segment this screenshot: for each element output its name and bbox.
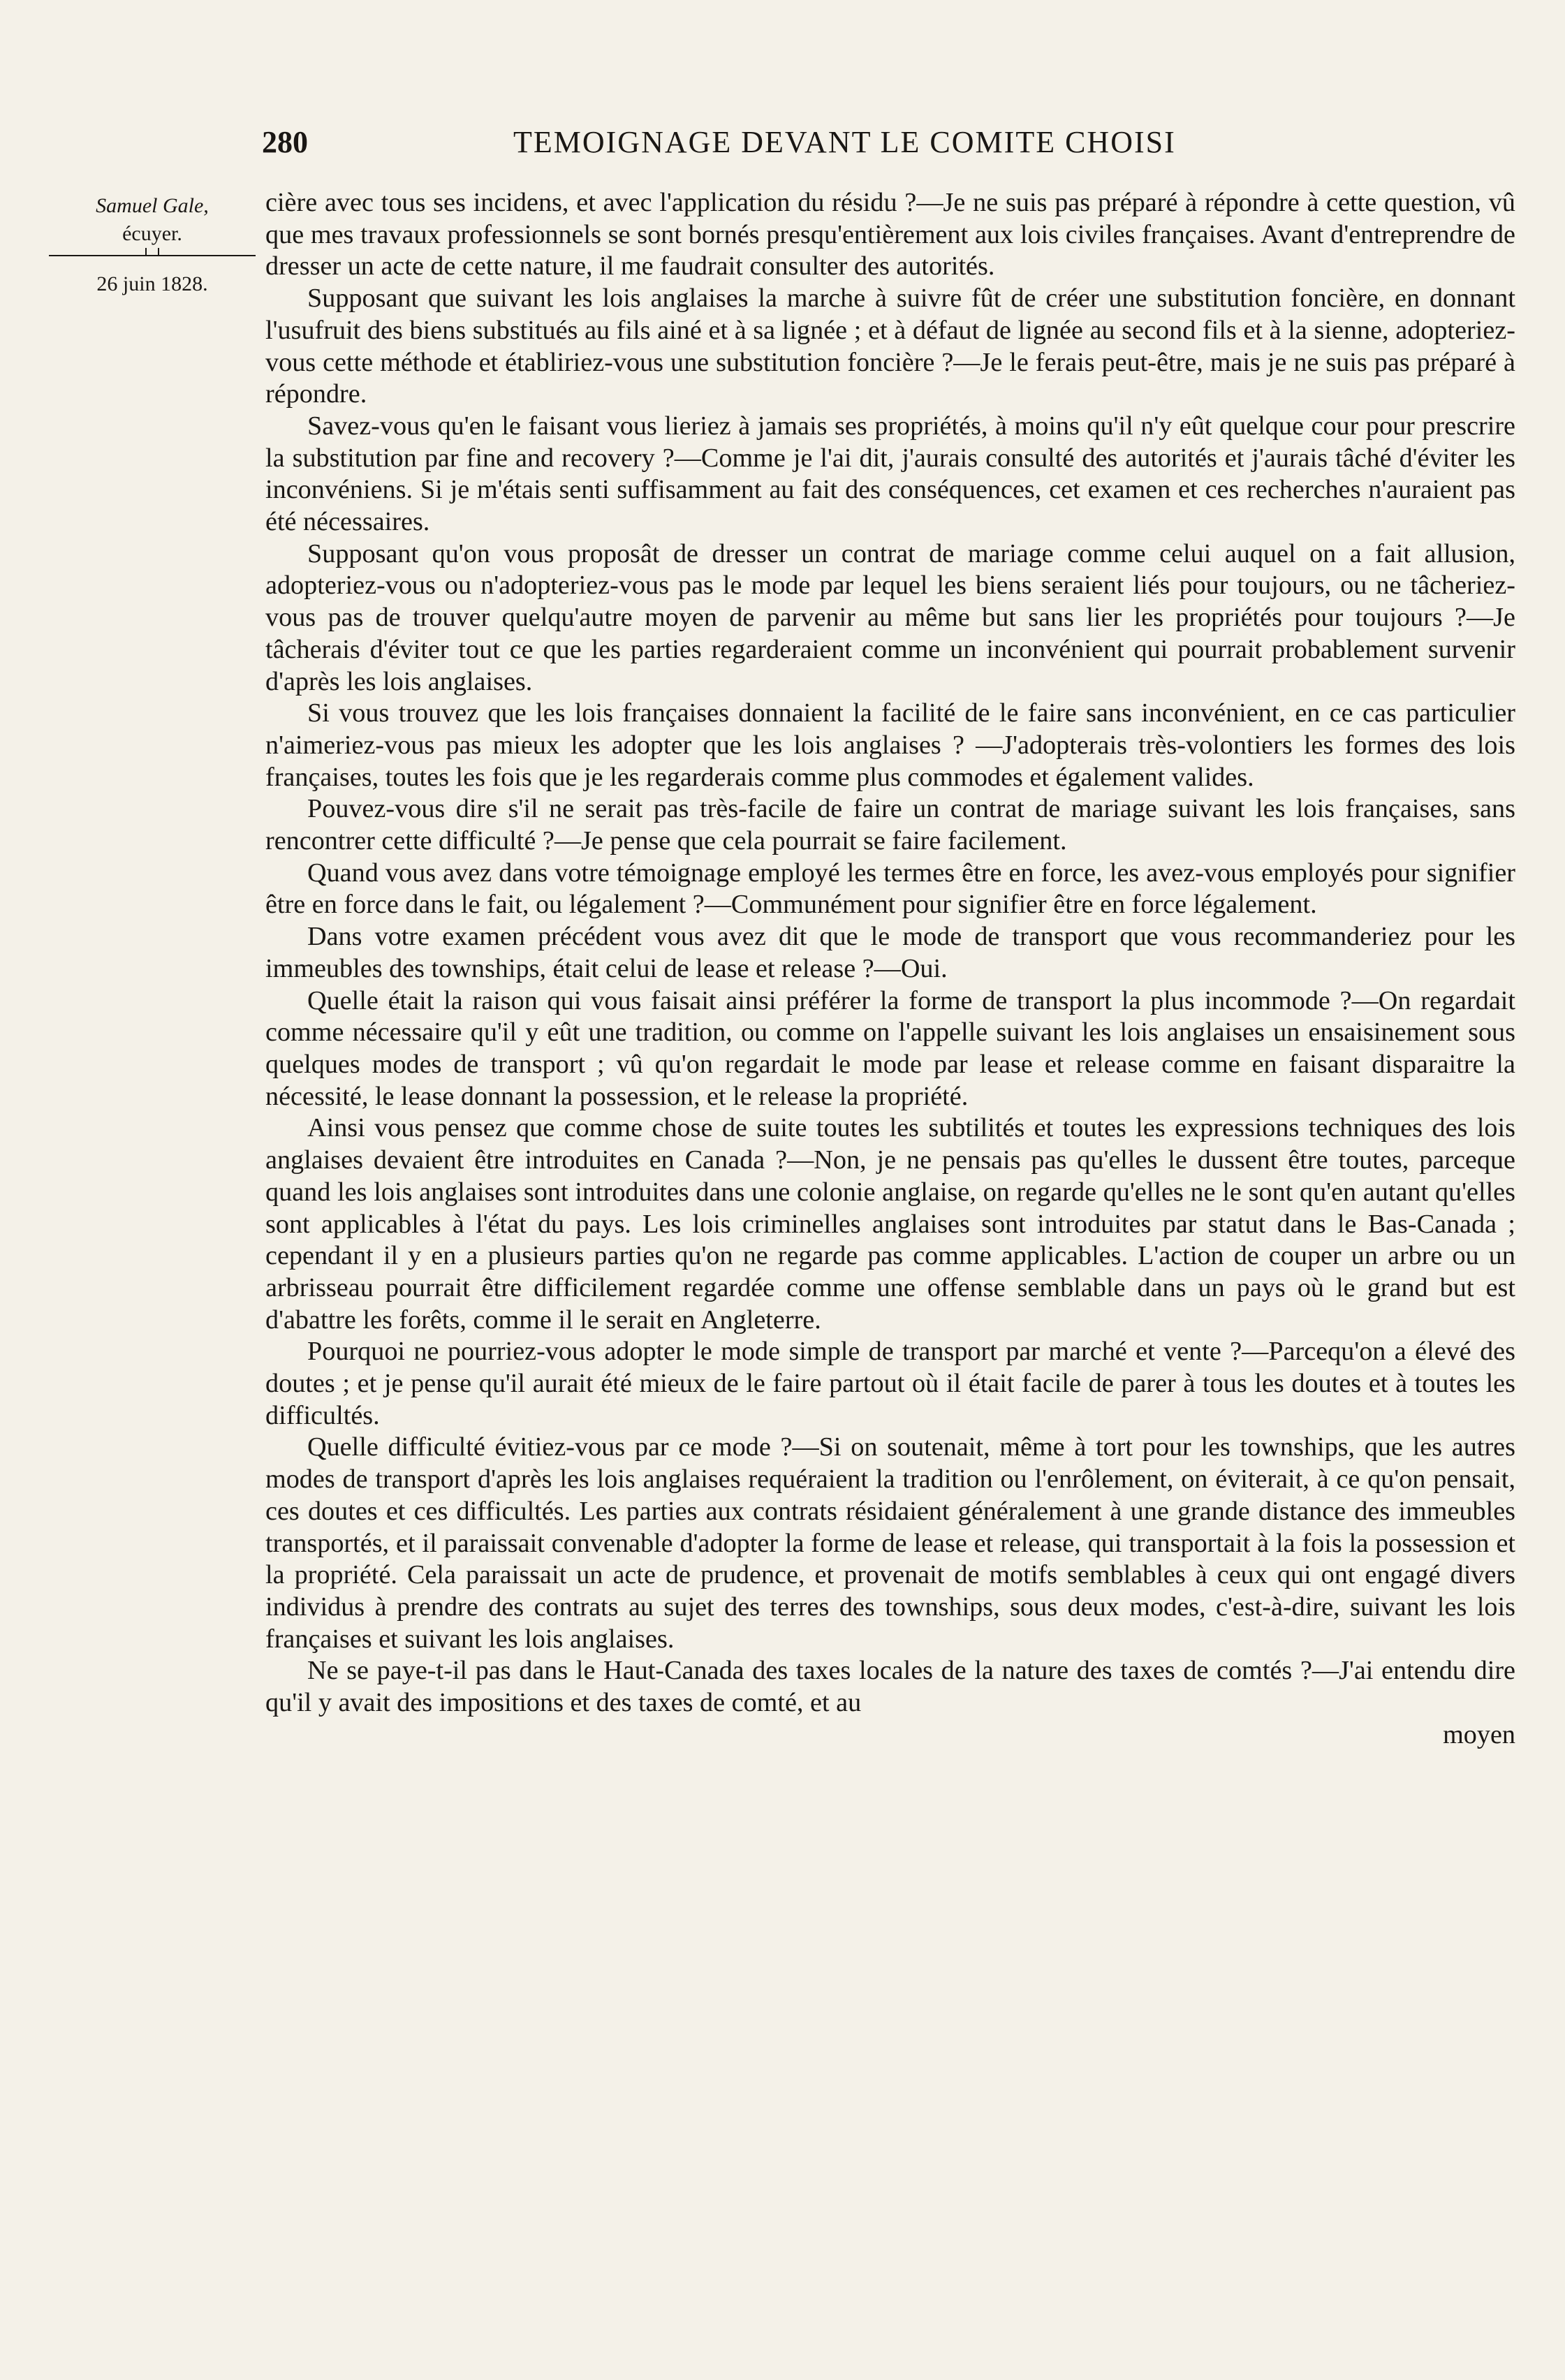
paragraph: Pouvez-vous dire s'il ne serait pas très-facile de faire un contrat de mariage suivant les lois françaises, sans rencontrer cette difficulté ?—Je pense que cela pourrait se faire facilement. [265, 794, 1515, 856]
paragraph: Quelle était la raison qui vous faisait ainsi préférer la forme de transport la plus incommode ?—On regardait comme nécessaire qu'il y eût une tradition, ou comme on l'appelle suivant les lois anglaises un ensaisinement sous quelques modes de transport ; vû qu'on regardait le mode par lease et release comme en faisant disparaitre la nécessité, le lease donnant la possession, et le release la propriété. [265, 985, 1515, 1111]
paragraph: Pourquoi ne pourriez-vous adopter le mode simple de transport par marché et vente ?—Parcequ'on a élevé des doutes ; et je pense qu'il aurait été mieux de le faire partout où il était facile de parer à tous les doutes et à toutes les difficultés. [265, 1337, 1515, 1430]
running-title: TEMOIGNAGE DEVANT LE COMITE CHOISI [513, 125, 1176, 159]
paragraph: Quelle difficulté évitiez-vous par ce mode ?—Si on soutenait, même à tort pour les townships, que les autres modes de transport d'après les lois anglaises requéraient la tradition ou l'enrôlement, on éviterait, à ce qu'on pensait, ces doutes et ces difficultés. Les parties aux contrats résidaient généralement à une grande distance des immeubles transportés, et il paraissait convenable d'adopter la forme de lease et release, qui transportait à la fois la possession et la propriété. Cela paraissait un acte de prudence, et provenait de motifs semblables à ceux qui ont engagé divers individus à prendre des contrats au sujet des terres des townships, sous deux modes, c'est-à-dire, suivant les lois françaises et suivant les lois anglaises. [265, 1432, 1515, 1654]
paragraph: Ne se paye-t-il pas dans le Haut-Canada des taxes locales de la nature des taxes de comtés ?—J'ai entendu dire qu'il y avait des impositions et des taxes de comté, et au [265, 1656, 1515, 1718]
witness-rank: écuyer. [122, 222, 182, 245]
page-number: 280 [262, 125, 308, 159]
brace-divider [49, 255, 256, 265]
margin-note [41, 192, 264, 298]
paragraph: Supposant qu'on vous proposât de dresser un contrat de mariage comme celui auquel on a fait allusion, adopteriez-vous ou n'adopteriez-vous pas le mode par lequel les biens seraient liés pour toujours, ou ne tâcheriez-vous pas de trouver quelqu'autre moyen de parvenir au même but sans lier les propriétés pour toujours ?—Je tâcherais d'éviter tout ce que les parties regarderaient comme un inconvénient qui pourrait probablement survenir d'après les lois anglaises. [265, 538, 1515, 696]
testimony-date: 26 juin 1828. [96, 272, 208, 295]
paragraph: Dans votre examen précédent vous avez dit que le mode de transport que vous recommanderiez pour les immeubles des townships, était celui de lease et release ?—Oui. [265, 922, 1515, 983]
paragraph: Savez-vous qu'en le faisant vous lieriez à jamais ses propriétés, à moins qu'il n'y eût quelque cour pour prescrire la substitution par fine and recovery ?—Comme je l'ai dit, j'aurais consulté des autorités et j'aurais tâché d'éviter les inconvéniens. Si je m'étais senti suffisamment au fait des conséquences, cet examen et ces recherches n'auraient pas été nécessaires. [265, 411, 1515, 537]
catchword: moyen [1443, 1719, 1515, 1749]
paragraph: Ainsi vous pensez que comme chose de suite toutes les subtilités et toutes les expressions techniques des lois anglaises devaient être introduites en Canada ?—Non, je ne pensais pas qu'elles le dussent être toutes, parceque quand les lois anglaises sont introduites dans une colonie anglaise, on regarde qu'elles ne le sont qu'en autant qu'elles sont applicables à l'état du pays. Les lois criminelles anglaises sont introduites par statut dans le Bas-Canada ; cependant il y en a plusieurs parties qu'on ne regarde pas comme applicables. L'action de couper un arbre ou un arbrisseau pourrait être difficilement regardée comme une offense semblable dans un pays où le grand but est d'abattre les forêts, comme il le serait en Angleterre. [265, 1113, 1515, 1335]
paragraph: Supposant que suivant les lois anglaises la marche à suivre fût de créer une substitution foncière, en donnant l'usufruit des biens substitués au fils ainé et à sa lignée ; et à défaut de lignée au second fils et à la sienne, adopteriez-vous cette méthode et établiriez-vous une substitution foncière ?—Je le ferais peut-être, mais je ne suis pas préparé à répondre. [265, 284, 1515, 409]
witness-name: Samuel Gale, [96, 194, 209, 217]
page-header [262, 124, 1240, 173]
body-text [265, 187, 1515, 1751]
paragraph: Si vous trouvez que les lois françaises donnaient la facilité de le faire sans inconvénient, en ce cas particulier n'aimeriez-vous pas mieux les adopter que les lois anglaises ? —J'adopterais très-volontiers les formes des lois françaises, toutes les fois que je les regarderais comme plus commodes et également valides. [265, 698, 1515, 792]
paragraph: cière avec tous ses incidens, et avec l'application du résidu ?—Je ne suis pas préparé à répondre à cette question, vû que mes travaux professionnels se sont bornés presqu'entièrement aux lois civiles françaises. Avant d'entreprendre de dresser un acte de cette nature, il me faudrait consulter des autorités. [265, 188, 1515, 281]
paragraph: Quand vous avez dans votre témoignage employé les termes être en force, les avez-vous employés pour signifier être en force dans le fait, ou légalement ?—Communément pour signifier être en force légalement. [265, 858, 1515, 920]
